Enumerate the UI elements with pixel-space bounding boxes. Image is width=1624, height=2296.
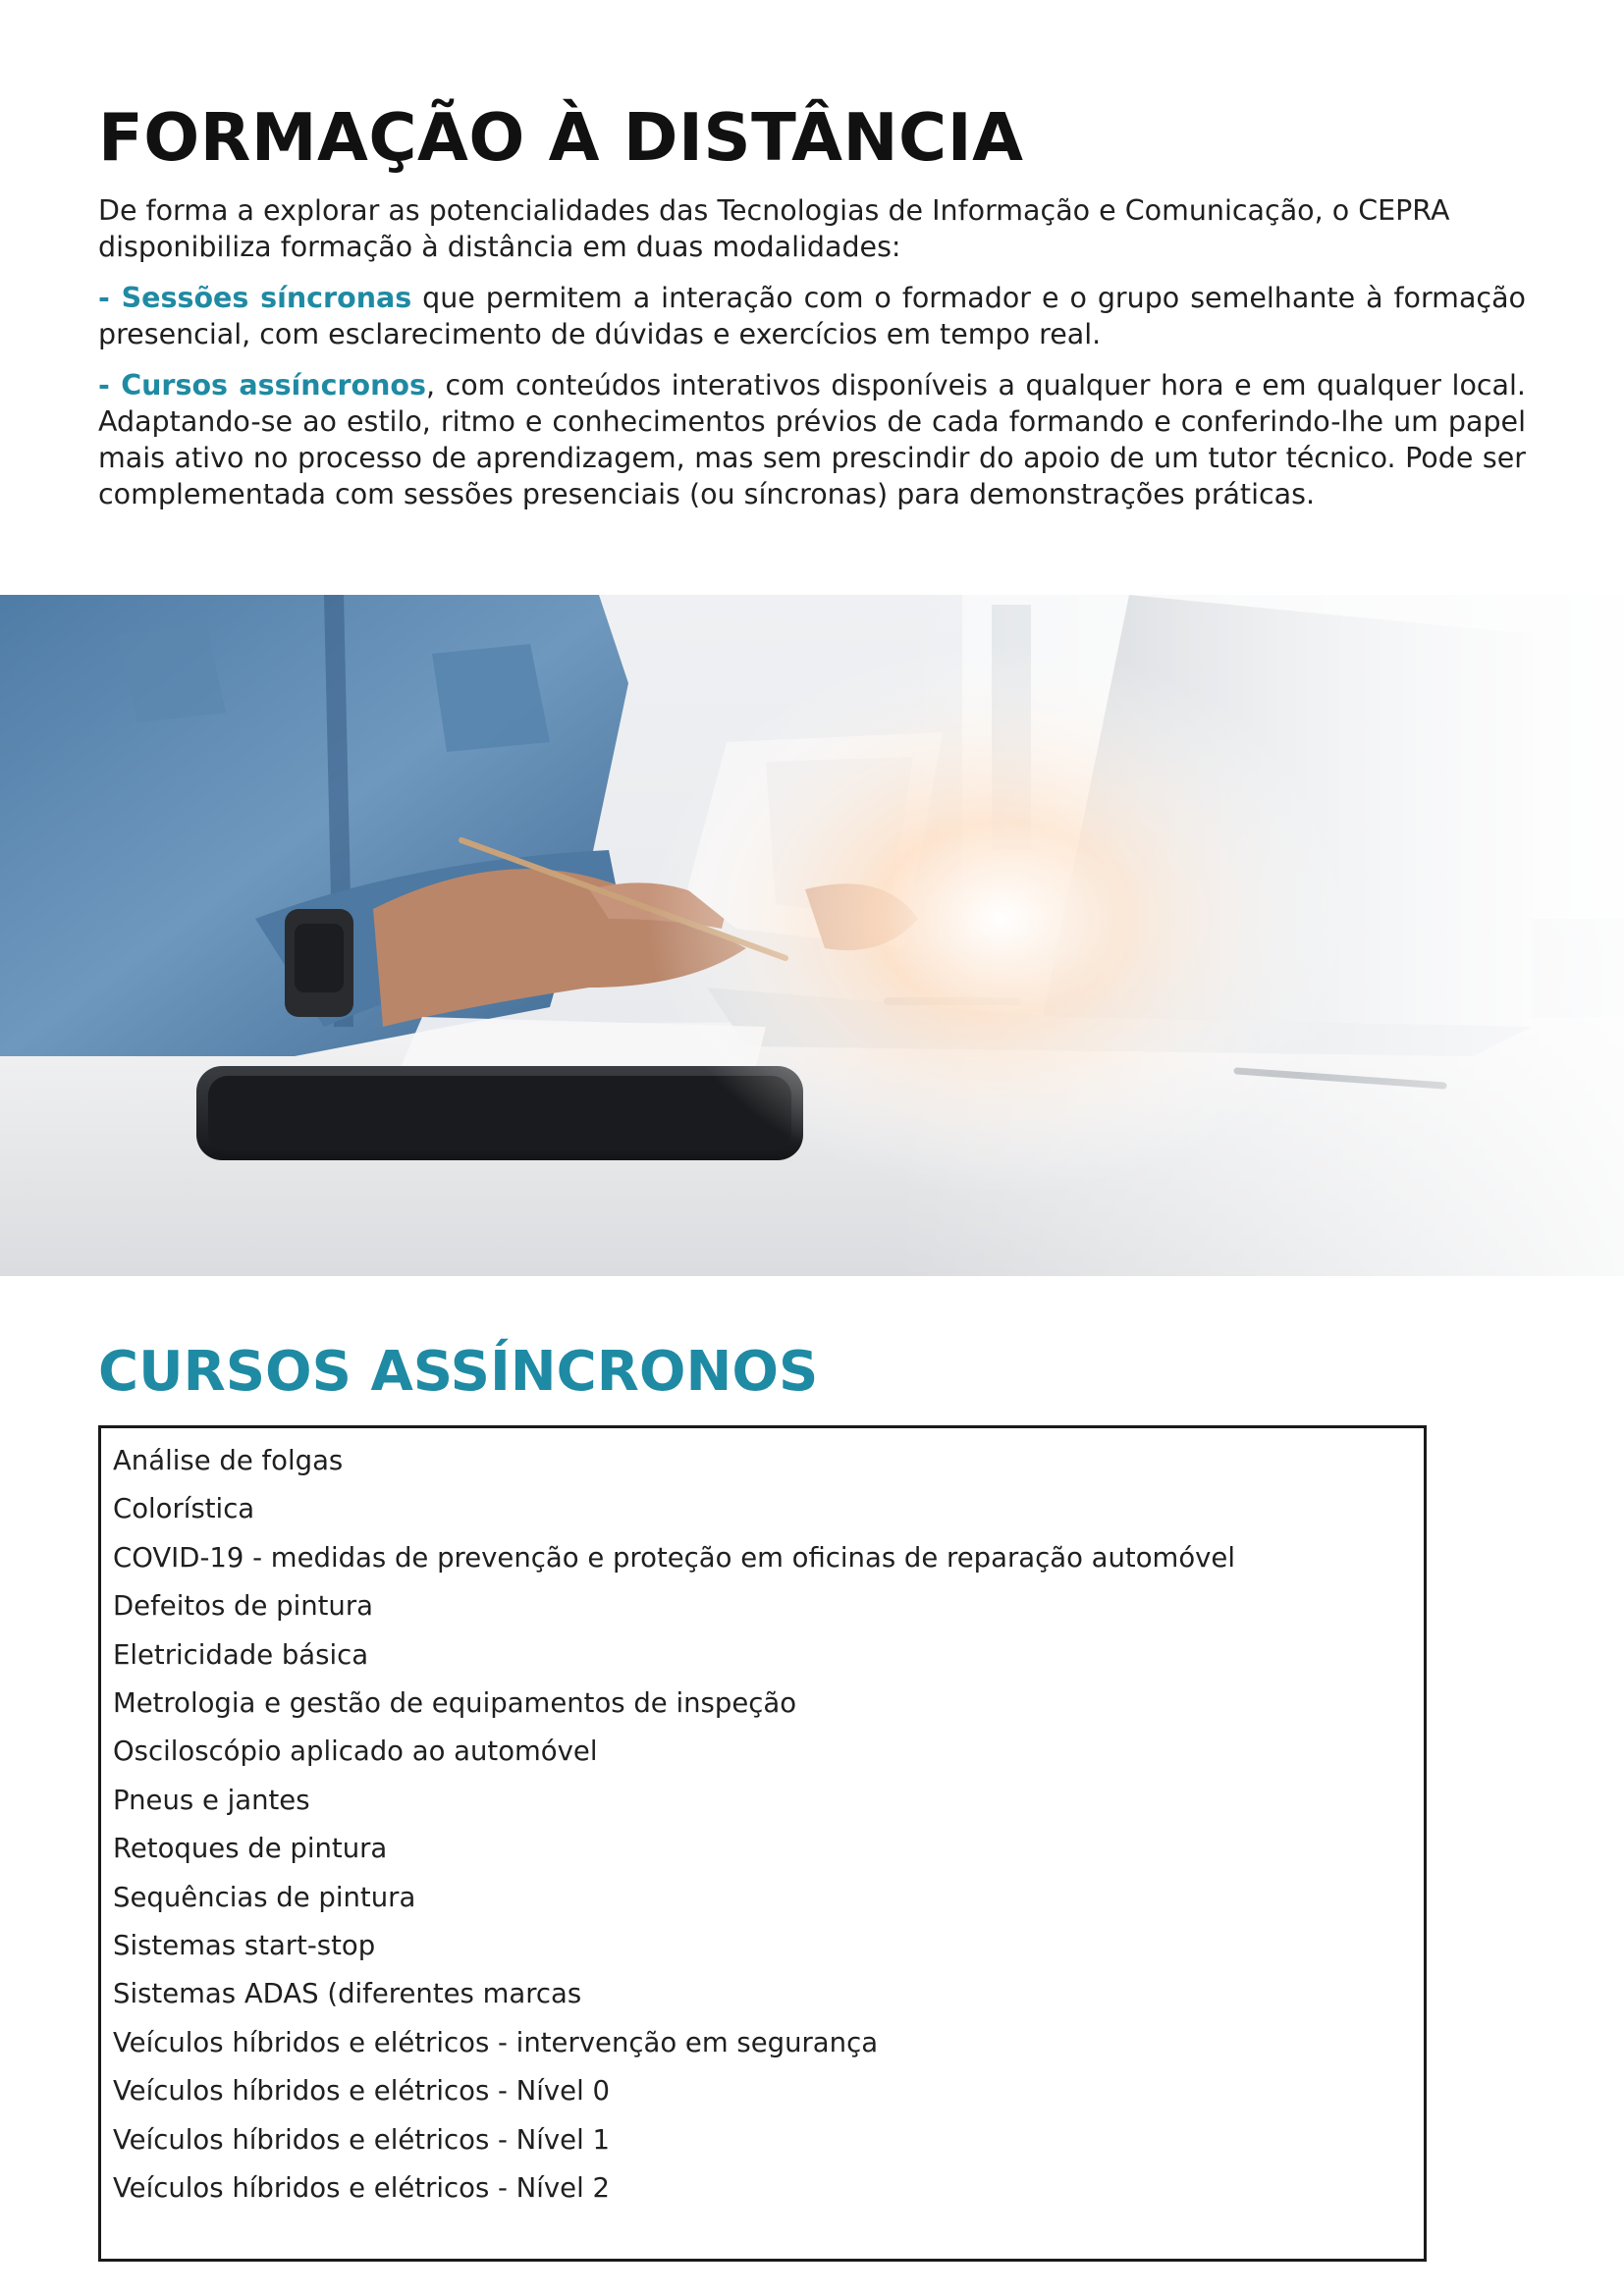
- course-item: Veículos híbridos e elétricos - Nível 2: [113, 2172, 610, 2205]
- course-item: Sequências de pintura: [113, 1881, 416, 1913]
- sync-sessions-paragraph: [98, 280, 1526, 352]
- sync-sessions-term: Sessões síncronas: [121, 282, 412, 314]
- course-item: Metrologia e gestão de equipamentos de inspeção: [113, 1687, 797, 1720]
- course-item: Sistemas ADAS (diferentes marcas: [113, 1978, 582, 2010]
- course-item: Osciloscópio aplicado ao automóvel: [113, 1735, 598, 1768]
- course-item: Veículos híbridos e elétricos - Nível 0: [113, 2075, 610, 2108]
- course-item: Pneus e jantes: [113, 1784, 310, 1816]
- course-item: Eletricidade básica: [113, 1638, 369, 1671]
- async-courses-text: , com conteúdos interativos disponíveis a qualquer hora e em qualquer local. Adaptando-se ao estilo, ritmo e conhecimentos prévios de cada formando e conferindo-lhe um papel mais ativo no processo de aprendizagem, mas sem prescindir do apoio de um tutor técnico. Pode ser complementada com sessões presenciais (ou síncronas) para demonstrações práticas.: [98, 369, 1526, 510]
- hero-photo: [0, 595, 1624, 1276]
- async-courses-term: Cursos assíncronos: [121, 369, 426, 401]
- course-item: Veículos híbridos e elétricos - intervenção em segurança: [113, 2026, 879, 2058]
- sync-dash: -: [98, 282, 122, 314]
- hero-photo-illustration: [0, 595, 1624, 1276]
- course-item: Sistemas start-stop: [113, 1930, 376, 1962]
- async-dash: -: [98, 369, 122, 401]
- course-item: Defeitos de pintura: [113, 1590, 374, 1623]
- course-item: COVID-19 - medidas de prevenção e proteção em oficinas de reparação automóvel: [113, 1541, 1235, 1574]
- intro-paragraph: De forma a explorar as potencialidades das Tecnologias de Informação e Comunicação, o CEPRA disponibiliza formação à distância em duas modalidades:: [98, 194, 1450, 263]
- course-item: Veículos híbridos e elétricos - Nível 1: [113, 2123, 610, 2156]
- course-item: Colorística: [113, 1493, 255, 1525]
- page-title: FORMAÇÃO À DISTÂNCIA: [98, 99, 1024, 176]
- async-courses-paragraph: [98, 367, 1526, 512]
- course-item: Análise de folgas: [113, 1445, 344, 1476]
- course-item: Retoques de pintura: [113, 1833, 388, 1865]
- courses-list-box: [98, 1425, 1427, 2262]
- courses-list: [113, 1437, 1424, 2214]
- courses-section-title: CURSOS ASSÍNCRONOS: [98, 1340, 819, 1404]
- sync-sessions-text: que permitem a interação com o formador e o grupo semelhante à formação presencial, com esclarecimento de dúvidas e exercícios em tempo real.: [98, 282, 1526, 350]
- intro-text: [98, 192, 1526, 527]
